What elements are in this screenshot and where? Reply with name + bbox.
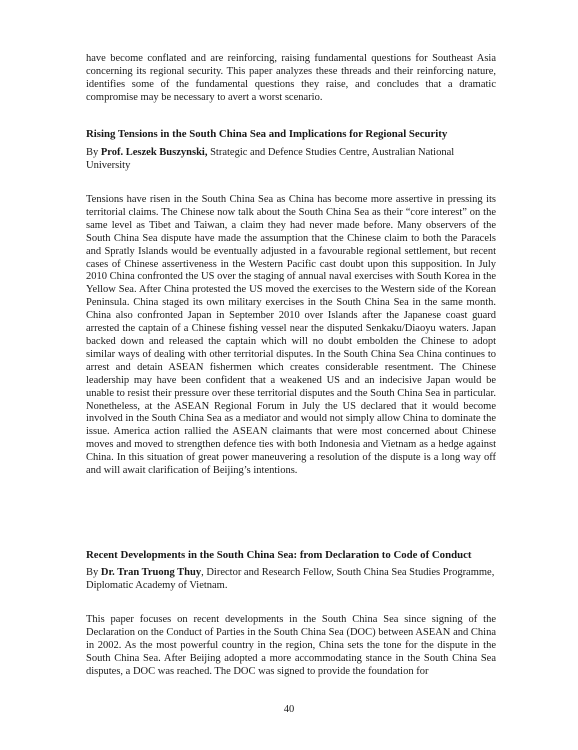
section1-byline	[86, 147, 496, 173]
section1-heading: Rising Tensions in the South China Sea and Implications for Regional Security	[86, 128, 448, 140]
section1-affiliation: Strategic and Defence Studies Centre, Australian National University	[86, 147, 455, 171]
section1-body: Tensions have risen in the South China Sea as China has become more assertive in pressing its territorial claims. The Chinese now talk about the South China Sea as their “core interest” on the same level as Tibet and Taiwan, a claim they had never made before. Many observers of the South China Sea dispute have made the assumption that the Chinese claim to both the Paracels and Spratly Islands would be eventually adjusted in a favourable regional settlement, but recent cases of Chinese assertiveness in the Western Pacific cast doubt upon this supposition. In July 2010 China confronted the US over the staging of annual naval exercises with South Korea in the Yellow Sea. After China protested the US moved the exercises to the Western side of the Korean Peninsula. China staged its own military exercises in the South China Sea in the same month. China also confronted Japan in September 2010 over Islands after the Japanese coast guard arrested the captain of a Chinese fishing vessel near the disputed Senkaku/Diaoyu waters. Japan backed down and released the captain which will no doubt embolden the Chinese to adopt similar ways of dealing with other territorial disputes. In the South China Sea China continues to arrest and detain ASEAN fishermen which creates considerable resentment. The Chinese leadership may have been confident that a weakened US and an indecisive Japan would be unable to resist their pressure over these territorial disputes and the South China Sea in particular. Nonetheless, at the ASEAN Regional Forum in July the US declared that it would become involved in the South China Sea as a mediator and would not simply allow China to dominate the issue. America action rallied the ASEAN claimants that were most concerned about Chinese moves and moved to strengthen defence ties with both Indonesia and Vietnam as a hedge against China. In this situation of great power maneuvering a resolution of the dispute is a long way off and will await clarification of Beijing’s intentions.	[86, 194, 496, 477]
section2-author: Dr. Tran Truong Thuy	[100, 567, 202, 578]
section2-byline-prefix: By	[86, 567, 99, 578]
section2-affiliation: , Director and Research Fellow, South China Sea Studies Programme, Diplomatic Academy of Vietnam.	[86, 567, 495, 591]
page-number: 40	[283, 704, 295, 715]
section2-heading: Recent Developments in the South China Sea: from Declaration to Code of Conduct	[86, 549, 472, 561]
section2-body: This paper focuses on recent developments in the South China Sea since signing of the Declaration on the Conduct of Parties in the South China Sea (DOC) between ASEAN and China in 2002. As the most powerful country in the region, China sets the tone for the dispute in the South China Sea. After Beijing adopted a more accommodating stance in the South China Sea disputes, a DOC was reached. The DOC was signed to provide the foundation for	[86, 614, 496, 677]
section2-byline	[86, 567, 496, 593]
section1-author: Prof. Leszek Buszynski,	[100, 147, 208, 158]
section1-byline-prefix: By	[86, 147, 99, 158]
intro-paragraph: have become conflated and are reinforcing, raising fundamental questions for Southeast Asia concerning its regional security. This paper analyzes these threads and their reinforcing nature, identifies some of the fundamental questions they raise, and concludes that a dramatic compromise may be necessary to avert a worst scenario.	[86, 53, 496, 103]
